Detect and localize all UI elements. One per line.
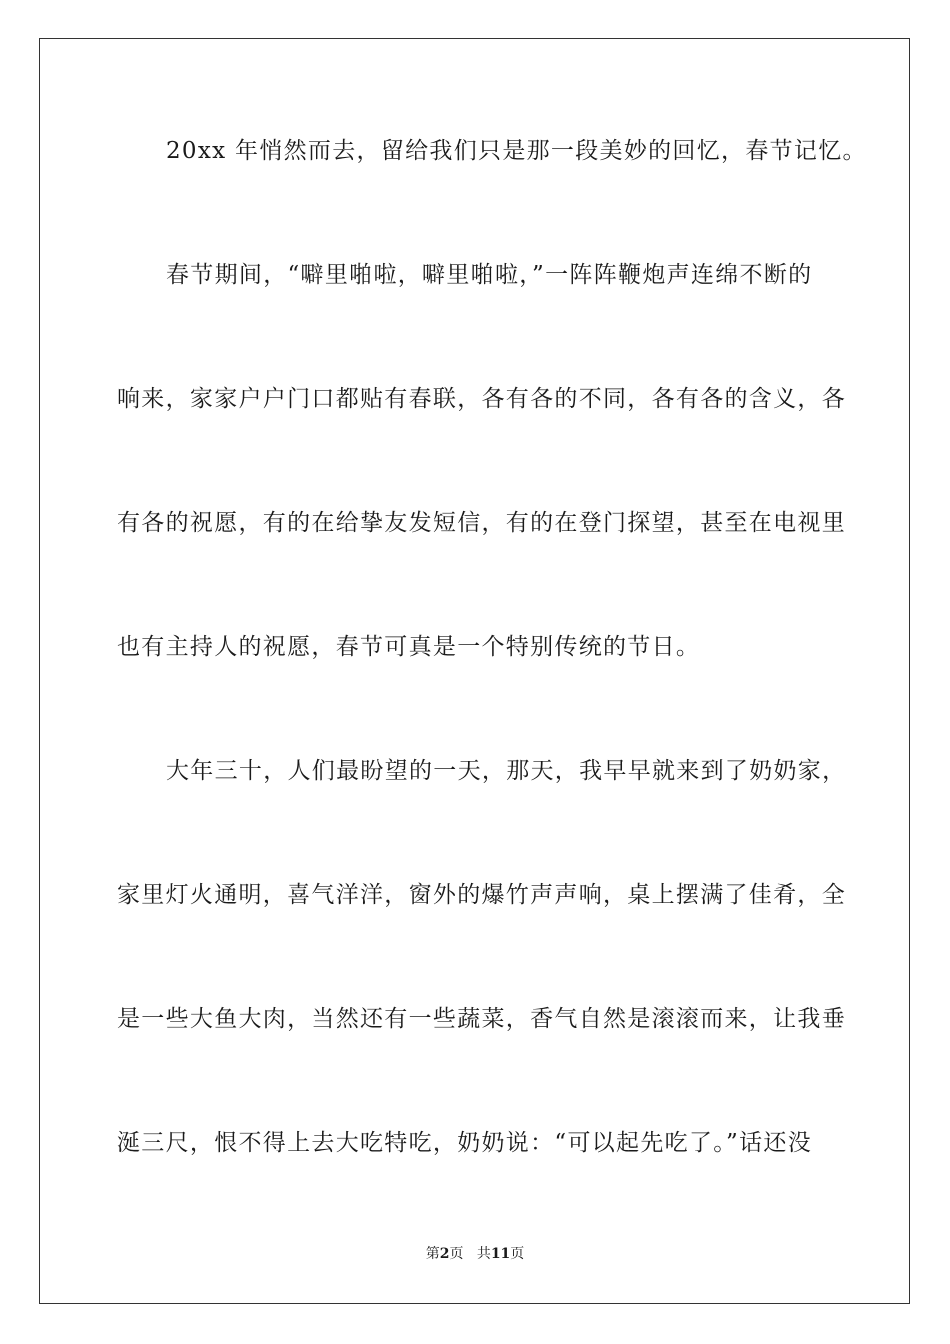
text-line: 是一些大鱼大肉，当然还有一些蔬菜，香气自然是滚滚而来，让我垂 xyxy=(117,1006,846,1032)
text-line: 家里灯火通明，喜气洋洋，窗外的爆竹声声响，桌上摆满了佳肴，全 xyxy=(117,882,846,908)
text-line: 也有主持人的祝愿，春节可真是一个特别传统的节日。 xyxy=(117,634,701,660)
page-suffix: 页 xyxy=(449,1246,464,1262)
text-line: 涎三尺，恨不得上去大吃特吃，奶奶说：“可以起先吃了。”话还没 xyxy=(117,1130,813,1156)
text-line: 春节期间，“噼里啪啦，噼里啪啦，”一阵阵鞭炮声连绵不断的 xyxy=(166,262,813,288)
page-number: 2 xyxy=(439,1246,450,1262)
total-prefix: 共 xyxy=(476,1246,491,1262)
text-line: 20xx 年悄然而去，留给我们只是那一段美妙的回忆，春节记忆。 xyxy=(166,138,867,164)
text-line: 大年三十，人们最盼望的一天，那天，我早早就来到了奶奶家， xyxy=(166,758,847,784)
page-border xyxy=(39,38,910,1304)
page-footer xyxy=(0,1245,950,1263)
text-line: 响来，家家户户门口都贴有春联，各有各的不同，各有各的含义，各 xyxy=(117,386,846,412)
total-suffix: 页 xyxy=(510,1246,525,1262)
text-line: 有各的祝愿，有的在给挚友发短信，有的在登门探望，甚至在电视里 xyxy=(117,510,846,536)
page-prefix: 第 xyxy=(425,1246,440,1262)
total-pages: 11 xyxy=(490,1246,511,1262)
